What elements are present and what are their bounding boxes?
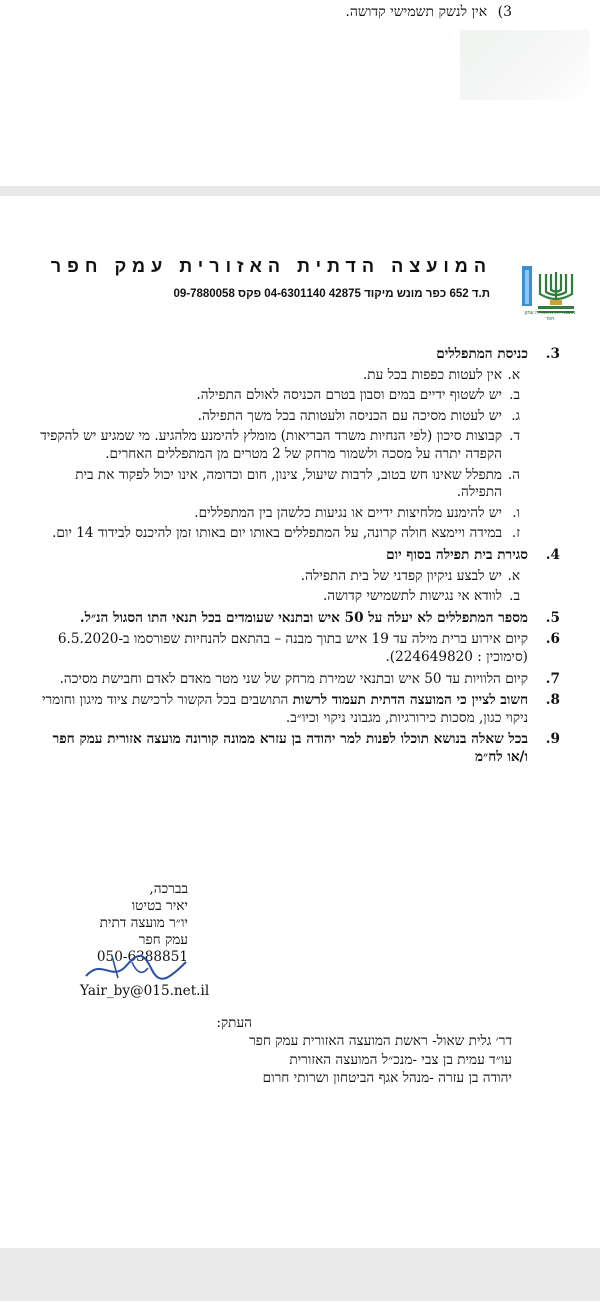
cc-label: העתק: bbox=[216, 1015, 252, 1031]
section-7 bbox=[40, 671, 560, 689]
item-letter: ו. bbox=[512, 504, 520, 521]
letterhead-address: ת.ד 652 כפר מונש מיקוד 42875 04-6301140 פקס 09-7880058 bbox=[173, 288, 490, 300]
item-letter: ה. bbox=[507, 466, 520, 483]
list-item bbox=[40, 387, 528, 405]
item-letter: ד. bbox=[509, 428, 520, 445]
list-item bbox=[40, 525, 528, 543]
handwritten-signature bbox=[82, 948, 192, 988]
signer-org: עמק חפר bbox=[138, 932, 188, 948]
section-title: סגירת בית תפילה בסוף יום bbox=[386, 546, 528, 563]
section-4 bbox=[40, 547, 560, 606]
section-5 bbox=[40, 610, 560, 628]
section-3 bbox=[40, 346, 560, 543]
section-9 bbox=[40, 731, 560, 766]
section-number: 4. bbox=[545, 546, 560, 563]
list-item bbox=[40, 505, 528, 523]
section-8 bbox=[40, 692, 560, 727]
letter-body bbox=[40, 346, 560, 770]
section-title: כניסת המתפללים bbox=[436, 346, 528, 362]
list-item bbox=[40, 367, 528, 385]
faded-logo-background bbox=[460, 30, 590, 100]
signer-phone: 050-6388851 bbox=[96, 949, 188, 965]
section-number: 6. bbox=[545, 631, 560, 648]
list-item bbox=[40, 588, 528, 606]
signer-role: יו״ר מועצה דתית bbox=[99, 915, 188, 931]
section-number: 7. bbox=[545, 670, 560, 687]
item-text: אין לנשק תשמישי קדושה. bbox=[345, 4, 488, 20]
item-text: לוודא אי נגישות לתשמישי קדושה. bbox=[322, 588, 502, 605]
cc-recipient: יהודה בן עזרה -מנהל אגף הביטחון ושרותי חרום bbox=[262, 1070, 512, 1086]
item-number: 3) bbox=[497, 4, 512, 20]
item-letter: ב. bbox=[509, 387, 520, 404]
logo-caption: מועצה דתית אזורית עמק חפר bbox=[524, 310, 576, 322]
item-letter: א. bbox=[507, 567, 520, 584]
list-item bbox=[40, 467, 528, 502]
cc-recipient: עו״ד עמית בן צבי -מנכ״ל המועצה האזורית bbox=[289, 1051, 512, 1068]
section-number: 9. bbox=[545, 731, 560, 748]
item-text: אין לעטות כפפות בכל עת. bbox=[362, 366, 502, 383]
signer-name: יאיר בטיטו bbox=[131, 898, 188, 914]
letter-page bbox=[0, 196, 600, 1248]
list-item bbox=[40, 568, 528, 586]
section-6 bbox=[40, 631, 560, 666]
section-bold-text: בכל שאלה בנושא תוכלו לפנות למר יהודה בן עזרא ממונה קורונה מועצה אזורית עמק חפר ו/או לח״מ bbox=[52, 731, 528, 765]
cc-recipient: דר׳ גלית שאול- ראשת המועצה האזורית עמק חפר bbox=[249, 1033, 512, 1049]
item-text: מתפלל שאינו חש בטוב, לרבות שיעול, צינון, חום וכדומה, אינו יכול לפקוד את בית התפילה. bbox=[75, 466, 502, 501]
cc-list bbox=[92, 1032, 512, 1088]
item-text: יש לבצע ניקיון קפדני של בית התפילה. bbox=[300, 567, 502, 584]
item-letter: א. bbox=[507, 366, 520, 383]
section-number: 3. bbox=[545, 346, 560, 362]
list-item bbox=[40, 408, 528, 426]
item-text: יש להימנע מלחיצות ידיים או נגיעות כלשהן בין המתפללים. bbox=[194, 504, 502, 521]
greeting: בברכה, bbox=[149, 881, 188, 897]
list-item bbox=[40, 428, 528, 463]
section-text: התושבים בכל הקשור לרכישת ציוד מיגון וחומרי ניקוי כגון, מסכות כירורגיות, מגבוני ניקוי וכיו״ב. bbox=[41, 692, 528, 726]
item-text: יש לשטוף ידיים במים וסבון בטרם הכניסה לאולם התפילה. bbox=[196, 387, 502, 404]
item-letter: ב. bbox=[509, 588, 520, 605]
letterhead-title: המועצה הדתית האזורית עמק חפר bbox=[50, 256, 492, 276]
section-bold-text: חשוב לציין כי המועצה הדתית תעמוד לרשות bbox=[292, 692, 528, 709]
section-number: 5. bbox=[545, 609, 560, 626]
section-text: קיום הלוויות עד 50 איש ובתנאי שמירת מרחק של שני מטר מאדם לאדם וחבישת מסיכה. bbox=[59, 670, 528, 687]
previous-page-item bbox=[345, 4, 512, 21]
item-text: קבוצות סיכון (לפי הנחיות משרד הבריאות) מומלץ להימנע מלהגיע. מי שמגיע יש להקפיד הקפדה יתרה על מסכה ולשמור מרחק של 2 מטרים מן המתפללים האחרים. bbox=[40, 428, 502, 462]
section-text: קיום אירוע ברית מילה עד 19 איש בתוך מבנה – בהתאם להנחיות שפורסמו ב-6.5.2020 (סימוכין : 224649820). bbox=[57, 631, 528, 665]
section-bold-text: מספר המתפללים לא יעלה על 50 איש ובתנאי שעומדים בכל תנאי התו הסגול הנ״ל. bbox=[79, 609, 528, 626]
signer-email: Yair_by@015.net.il bbox=[80, 983, 210, 999]
item-text: יש לעטות מסיכה עם הכניסה ולעטותה בכל משך התפילה. bbox=[197, 407, 502, 424]
item-letter: ג. bbox=[511, 407, 520, 424]
item-letter: ז. bbox=[511, 525, 520, 542]
section-number: 8. bbox=[545, 692, 560, 709]
item-text: במידה ויימצא חולה קרונה, על המתפללים באותו יום באותו זמן להיכנס לבידוד 14 יום. bbox=[52, 525, 502, 542]
previous-page bbox=[0, 0, 600, 186]
